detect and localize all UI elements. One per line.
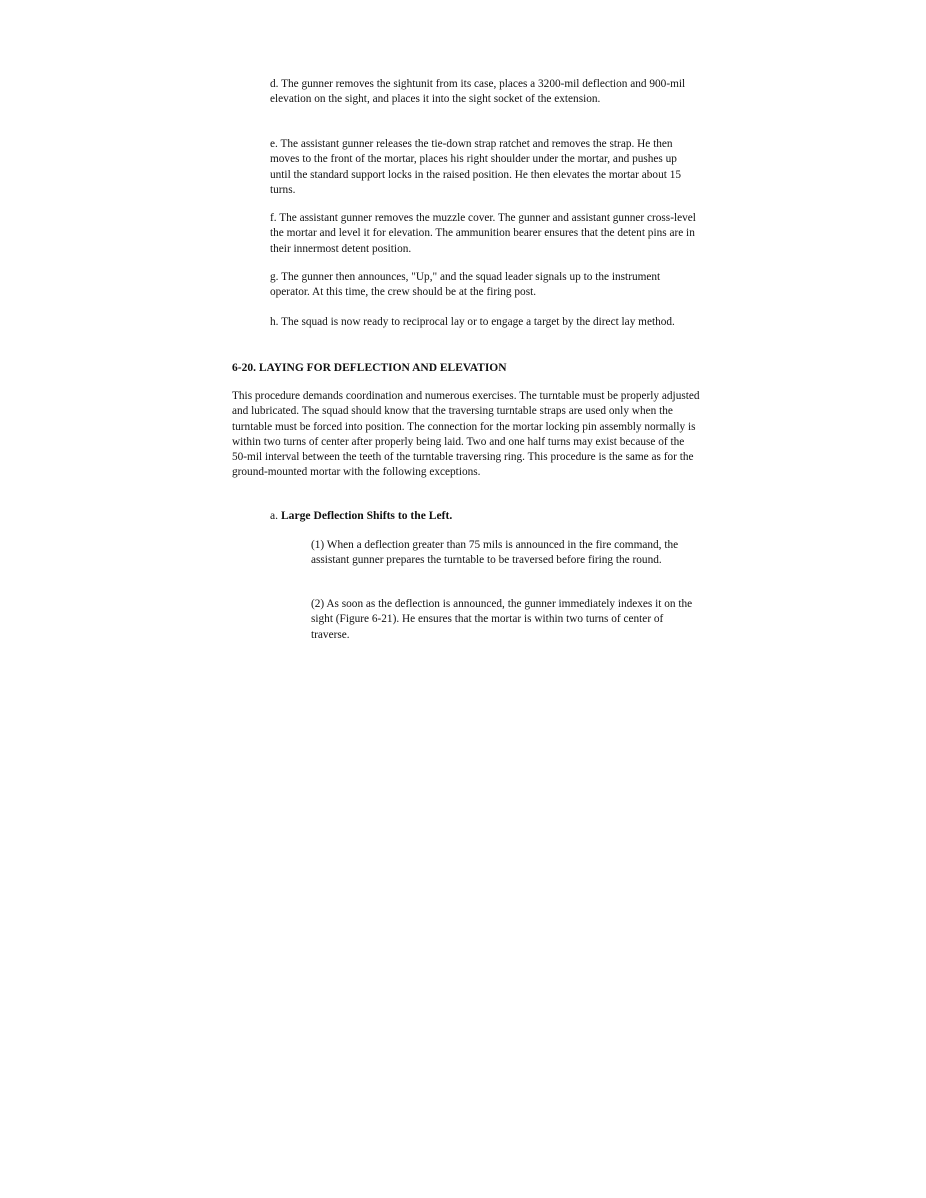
subsection-a-prefix: a. (270, 509, 279, 522)
paragraph-h: h. The squad is now ready to reciprocal lay or to engage a target by the direct lay method. (270, 316, 675, 328)
paragraph-e: e. The assistant gunner releases the tie-down strap ratchet and removes the strap. He then moves to the front of the mortar, places his right shoulder under the mortar, and pushes up until the standard support locks in the raised position. He then elevates the mortar about 15 turns. (270, 138, 681, 196)
section-intro: This procedure demands coordination and numerous exercises. The turntable must be properly adjusted and lubricated. The squad should know that the traversing turntable straps are used only when the turntable must be forced into position. The connection for the mortar locking pin assembly normally is within two turns of center after properly being laid. Two and one half turns may exist because of the 50-mil interval between the teeth of the turntable traversing ring. This procedure is the same as for the ground-mounted mortar with the following exceptions. (232, 390, 700, 479)
paragraph-d: d. The gunner removes the sightunit from its case, places a 3200-mil deflection and 900-mil elevation on the sight, and places it into the sight socket of the extension. (270, 78, 686, 106)
subsection-a-title: Large Deflection Shifts to the Left. (280, 509, 453, 522)
subsection-a-item-2: (2) As soon as the deflection is announced, the gunner immediately indexes it on the sight (Figure 6-21). He ensures that the mortar is within two turns of center of traverse. (311, 598, 693, 641)
paragraph-f: f. The assistant gunner removes the muzzle cover. The gunner and assistant gunner cross-level the mortar and level it for elevation. The ammunition bearer ensures that the detent pins are in their innermost detent position. (270, 212, 696, 255)
subsection-a-heading (270, 509, 452, 522)
section-heading: 6-20. LAYING FOR DEFLECTION AND ELEVATION (232, 362, 507, 374)
subsection-a-item-1: (1) When a deflection greater than 75 mils is announced in the fire command, the assistant gunner prepares the turntable to be traversed before firing the round. (311, 539, 679, 567)
paragraph-g: g. The gunner then announces, "Up," and the squad leader signals up to the instrument operator. At this time, the crew should be at the firing post. (270, 271, 661, 299)
